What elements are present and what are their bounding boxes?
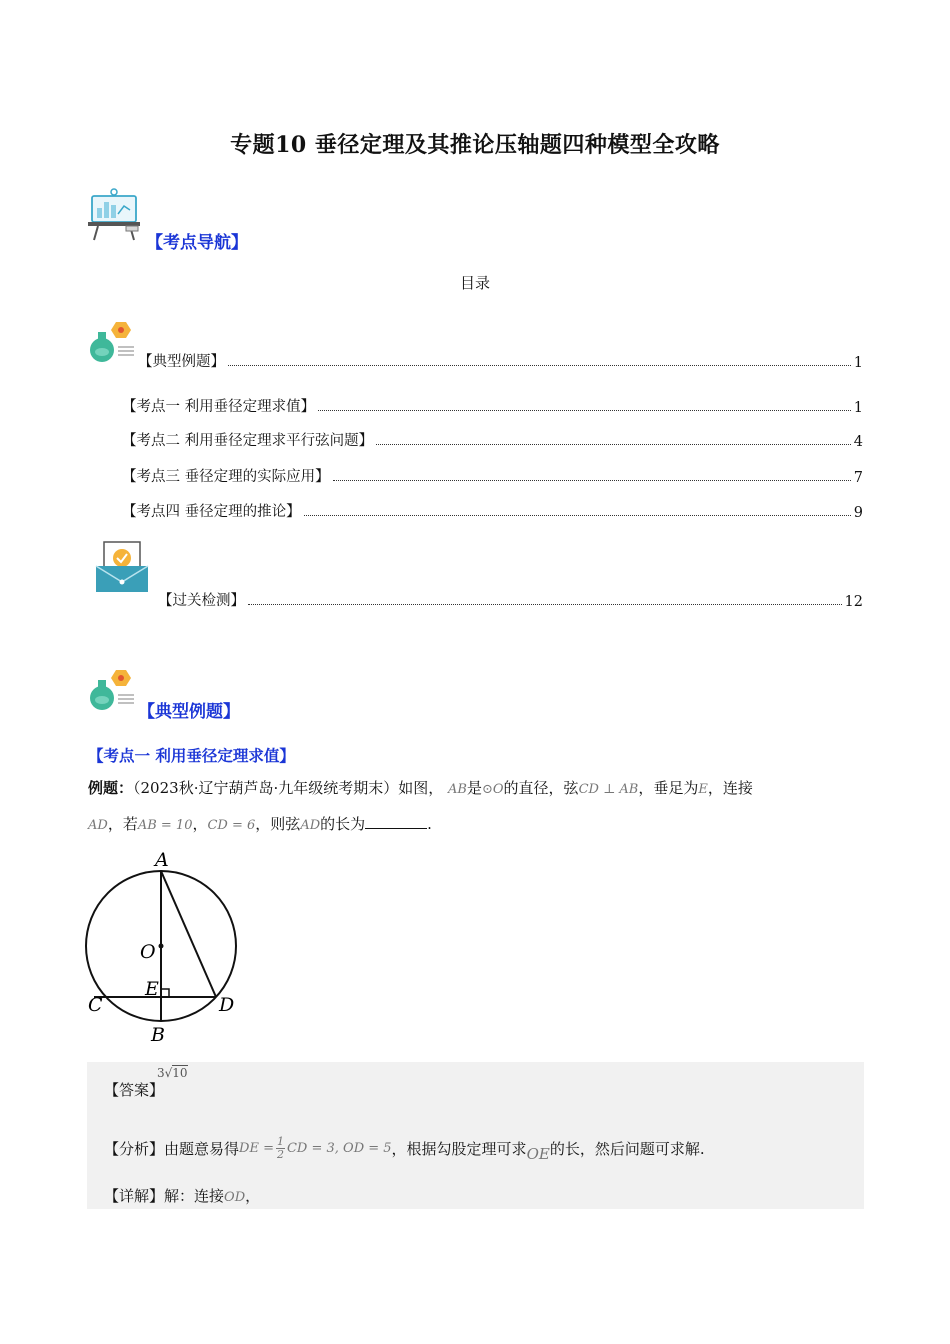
toc-dots	[333, 480, 851, 481]
toc-entry-page: 7	[853, 470, 863, 486]
math-ab10: AB = 10	[137, 818, 193, 833]
answer-value	[157, 1066, 188, 1080]
example-paragraph	[88, 771, 868, 843]
toc-dots	[248, 604, 842, 605]
solution-box	[87, 1062, 864, 1209]
toc-entry[interactable]	[122, 428, 863, 450]
text: ，则弦	[255, 815, 301, 833]
center-dot	[159, 944, 164, 949]
math-cd-perp: CD ⊥ AB	[578, 782, 639, 797]
label-c: C	[88, 994, 103, 1016]
label-b: B	[151, 1024, 165, 1046]
text: ，垂足为	[638, 779, 699, 797]
toc-entry-page: 4	[853, 434, 863, 450]
math-e: E	[698, 782, 708, 797]
example-source: （2023秋·辽宁葫芦岛·九年级统考期末）如图，	[133, 779, 444, 797]
circle-figure	[84, 848, 254, 1048]
toc-entry-page: 9	[853, 505, 863, 521]
toc-entry-page: 12	[844, 594, 863, 610]
toc-heading: 目录	[459, 274, 490, 292]
frac-den: 2	[276, 1148, 284, 1161]
math-circle: ⊙O	[481, 782, 504, 797]
toc-entry[interactable]	[158, 588, 863, 610]
math-od: OD	[224, 1190, 246, 1205]
label-a: A	[155, 849, 169, 871]
toc-entry-label: 【考点二 利用垂径定理求平行弦问题】	[122, 433, 374, 449]
toc-entry-label: 【考点三 垂径定理的实际应用】	[122, 469, 330, 485]
math-ad2: AD	[300, 818, 321, 833]
text: 解：连接	[164, 1187, 225, 1205]
text: ，若	[107, 815, 138, 833]
toc-dots	[318, 410, 851, 411]
page-title: 专题10 垂径定理及其推论压轴题四种模型全攻略	[230, 132, 720, 158]
math-rest: CD = 3, OD = 5	[286, 1141, 392, 1156]
toc-entry-page: 1	[853, 355, 863, 371]
text: ，根据勾股定理可求	[391, 1140, 527, 1158]
envelope-check-icon	[94, 540, 150, 596]
answer-coef: 3	[157, 1066, 165, 1080]
detail-line	[104, 1185, 260, 1206]
math-ad: AD	[88, 818, 108, 833]
toc-dots	[376, 444, 851, 445]
answer-blank	[365, 814, 427, 829]
easel-icon	[88, 186, 140, 242]
toc-entry-label: 【考点一 利用垂径定理求值】	[122, 399, 316, 415]
flask-icon	[88, 666, 136, 712]
frac-num: 1	[276, 1135, 284, 1148]
example-lead: 例题：	[88, 779, 134, 797]
sqrt-icon: √	[164, 1066, 173, 1080]
math-cd6: CD = 6	[207, 818, 256, 833]
text: 的长为	[320, 815, 366, 833]
section-label: 【典型例题】	[138, 702, 240, 722]
detail-label: 【详解】	[104, 1187, 165, 1205]
answer-line	[104, 1079, 164, 1100]
text: .	[427, 815, 432, 833]
toc-entry[interactable]	[138, 349, 863, 371]
text: ，	[192, 815, 208, 833]
math-de: DE =	[239, 1141, 274, 1156]
fraction	[276, 1136, 285, 1161]
toc-entry-label: 【过关检测】	[158, 593, 245, 609]
text: 的直径，弦	[503, 779, 579, 797]
text: 由题意易得	[164, 1140, 240, 1158]
text: ，连接	[707, 779, 753, 797]
toc-entry-page: 1	[853, 400, 863, 416]
text: 是	[466, 779, 482, 797]
toc-entry-label: 【典型例题】	[138, 354, 225, 370]
label-e: E	[145, 978, 159, 1000]
flask-icon	[88, 318, 136, 364]
chord-ad	[161, 871, 216, 997]
text: ，	[245, 1187, 261, 1205]
answer-radicand: 10	[172, 1066, 188, 1080]
toc-entry[interactable]	[122, 464, 863, 486]
nav-label: 【考点导航】	[146, 233, 248, 253]
analysis-label: 【分析】	[104, 1140, 165, 1158]
analysis-line	[104, 1136, 705, 1161]
math-oe: OE	[526, 1144, 550, 1163]
math-ab: AB	[448, 782, 467, 797]
label-d: D	[219, 994, 235, 1016]
toc-entry[interactable]	[122, 394, 863, 416]
kp1-label: 【考点一 利用垂径定理求值】	[88, 746, 295, 765]
answer-label: 【答案】	[104, 1081, 165, 1099]
label-o: O	[140, 941, 156, 963]
text: 的长，然后问题可求解.	[549, 1140, 705, 1158]
toc-entry-label: 【考点四 垂径定理的推论】	[122, 504, 301, 520]
toc-entry[interactable]	[122, 499, 863, 521]
right-angle-mark	[161, 989, 169, 997]
toc-dots	[228, 365, 851, 366]
toc-dots	[304, 515, 851, 516]
